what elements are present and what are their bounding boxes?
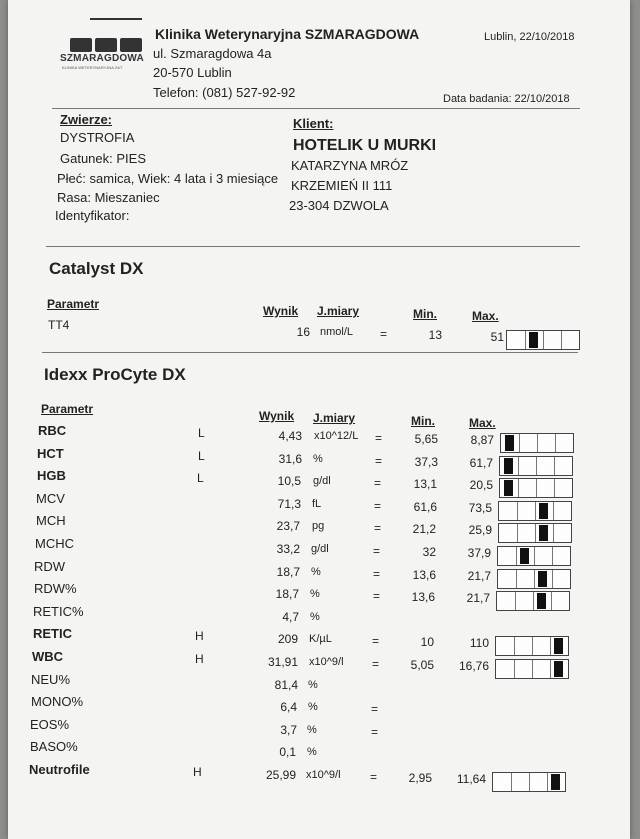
- param-name: MCH: [36, 513, 66, 529]
- range-indicator-bar: [506, 330, 580, 350]
- range-indicator-bar: [499, 456, 573, 476]
- range-indicator-bar: [497, 569, 571, 589]
- result-unit: g/dl: [311, 543, 329, 555]
- result-unit: %: [313, 452, 323, 465]
- param-name: BASO%: [30, 739, 78, 755]
- range-max: 21,7: [467, 568, 491, 583]
- result-value: 10,5: [277, 474, 301, 489]
- range-max: 37,9: [467, 546, 491, 560]
- range-max: 110: [469, 636, 489, 651]
- range-max: 8,87: [470, 433, 494, 447]
- range-indicator-mark: [505, 435, 514, 451]
- range-min: 61,6: [413, 499, 437, 514]
- range-min: 10: [420, 635, 434, 650]
- param-name: RDW: [34, 558, 66, 574]
- range-indicator-mark: [554, 661, 563, 677]
- equals-sign: =: [375, 431, 383, 445]
- animal-identifier: Identyfikator:: [55, 208, 130, 223]
- catalyst-title: Catalyst DX: [49, 259, 144, 278]
- param-name: WBC: [32, 649, 64, 664]
- result-value: 18,7: [275, 587, 299, 602]
- param-name: MCHC: [35, 536, 74, 551]
- range-max: 11,64: [456, 772, 486, 786]
- client-street: KRZEMIEŃ II 111: [291, 178, 393, 193]
- catalyst-header-param: Parametr: [47, 297, 100, 311]
- animal-species: Gatunek: PIES: [60, 151, 146, 166]
- range-indicator-mark: [551, 774, 560, 790]
- result-value: 33,2: [276, 542, 300, 556]
- result-value: 23,7: [276, 519, 300, 534]
- clinic-address-city: 20-570 Lublin: [153, 65, 232, 80]
- client-name: HOTELIK U MURKI: [293, 137, 437, 154]
- equals-sign: =: [374, 498, 382, 513]
- top-rule: [90, 18, 142, 20]
- header-divider: [52, 108, 580, 109]
- range-max: 61,7: [469, 455, 493, 470]
- result-unit: %: [308, 678, 318, 691]
- range-indicator-mark: [539, 525, 548, 541]
- equals-sign: =: [372, 657, 380, 671]
- result-unit: %: [310, 610, 320, 623]
- result-unit: fL: [312, 497, 322, 510]
- animal-name: DYSTROFIA: [60, 130, 135, 145]
- param-name: RETIC%: [33, 603, 84, 619]
- procyte-header-min: Min.: [411, 414, 435, 428]
- range-indicator-bar: [498, 523, 572, 543]
- equals-sign: =: [374, 476, 382, 491]
- equals-sign: =: [373, 589, 381, 604]
- param-name: Neutrofile: [29, 762, 90, 777]
- equals-sign: =: [372, 634, 380, 649]
- result-value: 4,43: [278, 429, 302, 443]
- equals-sign: =: [375, 453, 383, 468]
- result-unit: x10^12/L: [314, 430, 359, 442]
- range-indicator-mark: [520, 548, 529, 564]
- range-indicator-mark: [529, 332, 538, 348]
- range-max: 21,7: [466, 591, 490, 606]
- result-value: 71,3: [277, 496, 301, 511]
- result-value: 6,4: [280, 700, 297, 715]
- logo-brand: SZMARAGDOWA: [60, 53, 144, 64]
- param-name: EOS%: [30, 716, 70, 732]
- range-max: 20,5: [469, 478, 493, 493]
- range-indicator-bar: [496, 591, 570, 611]
- animal-breed: Rasa: Mieszaniec: [57, 190, 160, 205]
- catalyst-header-max: Max.: [472, 309, 499, 323]
- range-min: 32: [422, 545, 436, 559]
- param-name: RBC: [38, 423, 67, 438]
- result-flag: H: [195, 629, 204, 644]
- equals-sign: =: [373, 566, 381, 581]
- range-min: 13,6: [411, 590, 435, 605]
- equals-sign: =: [380, 327, 388, 341]
- range-indicator-bar: [495, 636, 569, 656]
- range-indicator-mark: [537, 593, 546, 609]
- range-min: 37,3: [414, 454, 438, 469]
- param-name: RDW%: [34, 581, 77, 597]
- range-min: 21,2: [412, 522, 436, 537]
- result-value: 16: [296, 325, 310, 339]
- result-unit: %: [307, 723, 317, 736]
- range-min: 5,05: [410, 658, 434, 672]
- result-unit: %: [308, 701, 318, 714]
- equals-sign: =: [370, 770, 378, 784]
- range-indicator-bar: [495, 659, 569, 679]
- result-unit: %: [311, 565, 321, 578]
- result-value: 81,4: [274, 677, 298, 692]
- result-flag: H: [195, 652, 204, 666]
- range-indicator-mark: [538, 571, 547, 587]
- result-value: 18,7: [276, 564, 300, 579]
- range-max: 73,5: [468, 500, 492, 515]
- range-indicator-mark: [504, 480, 513, 496]
- procyte-header-unit: J.miary: [313, 411, 356, 425]
- result-value: 3,7: [280, 722, 297, 737]
- range-indicator-bar: [499, 478, 573, 498]
- procyte-header-param: Parametr: [41, 402, 94, 416]
- result-value: 25,99: [265, 768, 296, 782]
- param-name: NEU%: [31, 671, 71, 687]
- equals-sign: =: [371, 724, 379, 739]
- result-value: 31,6: [278, 451, 302, 466]
- range-min: 13,6: [412, 567, 436, 582]
- report-paper: [8, 0, 630, 839]
- param-name: MCV: [36, 490, 65, 506]
- clinic-logo: [60, 36, 156, 70]
- result-unit: K/µL: [309, 633, 332, 646]
- exam-date: Data badania: 22/10/2018: [443, 93, 570, 105]
- clinic-address-street: ul. Szmaragdowa 4a: [153, 46, 272, 61]
- equals-sign: =: [374, 521, 382, 536]
- result-value: 209: [277, 632, 298, 647]
- client-city: 23-304 DZWOLA: [289, 198, 389, 213]
- range-indicator-bar: [497, 546, 571, 566]
- result-unit: nmol/L: [320, 326, 354, 338]
- clinic-phone: Telefon: (081) 527-92-92: [153, 85, 296, 100]
- catalyst-header-result: Wynik: [263, 304, 299, 318]
- range-max: 51: [490, 330, 504, 344]
- result-unit: x10^9/l: [309, 656, 344, 668]
- range-indicator-mark: [554, 638, 563, 654]
- animal-heading: Zwierze:: [60, 112, 113, 127]
- result-unit: x10^9/l: [306, 769, 341, 781]
- equals-sign: =: [373, 544, 381, 558]
- clinic-name: Klinika Weterynaryjna SZMARAGDOWA: [155, 26, 420, 42]
- range-min: 5,65: [414, 432, 438, 446]
- catalyst-header-unit: J.miary: [317, 304, 360, 318]
- result-unit: pg: [312, 520, 325, 533]
- param-name: HGB: [37, 468, 66, 484]
- client-heading: Klient:: [293, 116, 334, 131]
- result-flag: L: [198, 426, 205, 440]
- range-max: 25,9: [468, 523, 492, 538]
- range-min: 2,95: [408, 771, 432, 785]
- result-unit: %: [307, 746, 317, 759]
- procyte-header-max: Max.: [469, 416, 496, 430]
- result-unit: g/dl: [313, 475, 331, 488]
- result-flag: L: [197, 471, 204, 486]
- animal-sex-age: Płeć: samica, Wiek: 4 lata i 3 miesiące: [57, 171, 279, 186]
- procyte-header-result: Wynik: [259, 409, 295, 423]
- range-min: 13: [428, 328, 442, 342]
- result-flag: H: [193, 765, 202, 779]
- equals-sign: =: [371, 702, 379, 717]
- param-name: MONO%: [31, 694, 83, 710]
- range-indicator-mark: [539, 503, 548, 519]
- range-indicator-bar: [498, 501, 572, 521]
- result-flag: L: [198, 448, 205, 463]
- report-place-date: Lublin, 22/10/2018: [484, 31, 575, 43]
- result-value: 31,91: [267, 655, 298, 669]
- procyte-title: Idexx ProCyte DX: [44, 365, 186, 384]
- param-name: HCT: [37, 445, 64, 461]
- catalyst-divider: [46, 246, 580, 247]
- result-value: 4,7: [282, 609, 299, 624]
- range-indicator-bar: [492, 772, 566, 792]
- logo-tagline: KLINIKA WETERYNARYJNA 24/7: [62, 65, 123, 70]
- range-indicator-bar: [500, 433, 574, 453]
- client-person: KATARZYNA MRÓZ: [291, 158, 409, 173]
- range-min: 13,1: [413, 477, 437, 492]
- procyte-divider: [42, 352, 578, 353]
- result-unit: %: [310, 588, 320, 601]
- param-name: TT4: [48, 318, 70, 332]
- param-name: RETIC: [33, 626, 72, 642]
- catalyst-header-min: Min.: [413, 307, 437, 321]
- range-max: 16,76: [458, 659, 489, 673]
- range-indicator-mark: [504, 458, 513, 474]
- result-value: 0,1: [279, 745, 296, 760]
